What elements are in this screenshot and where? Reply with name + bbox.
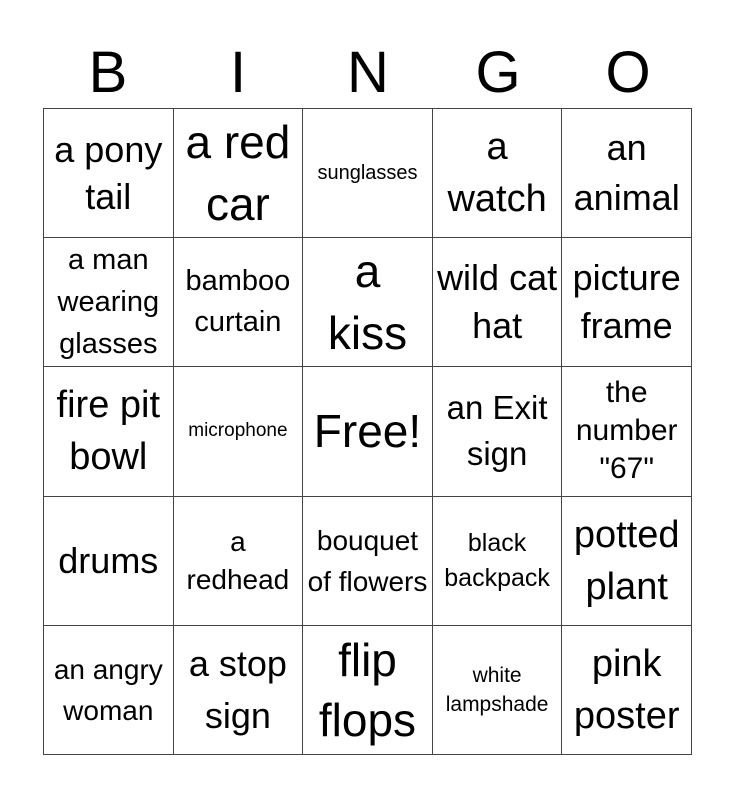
bingo-cell[interactable] (562, 238, 692, 367)
bingo-cell[interactable] (174, 367, 304, 496)
bingo-cell[interactable] (433, 626, 563, 755)
bingo-cell[interactable] (44, 109, 174, 238)
header-letter-b: B (88, 40, 128, 105)
bingo-cell[interactable] (303, 238, 433, 367)
cell-label: a man wearing glasses (57, 244, 160, 361)
header-letter-g: G (475, 40, 521, 105)
cell-label: an Exit sign (446, 389, 548, 473)
cell-label: a red car (185, 116, 291, 231)
cell-label: bamboo curtain (185, 265, 291, 339)
bingo-cell[interactable] (303, 626, 433, 755)
bingo-cell[interactable] (44, 367, 174, 496)
bingo-cell[interactable] (303, 109, 433, 238)
cell-label: the number "67" (575, 376, 678, 486)
bingo-cell[interactable] (303, 497, 433, 626)
bingo-cell[interactable] (562, 109, 692, 238)
bingo-cell[interactable] (433, 109, 563, 238)
bingo-cell[interactable] (44, 497, 174, 626)
header-letter-i: I (229, 40, 247, 105)
bingo-cell[interactable] (44, 626, 174, 755)
bingo-cell[interactable] (433, 367, 563, 496)
bingo-header (43, 40, 693, 106)
cell-label: pink poster (573, 642, 680, 737)
cell-label: an angry woman (53, 653, 163, 726)
header-letter-o: O (605, 40, 651, 105)
cell-label: a pony tail (54, 129, 163, 218)
cell-label: a redhead (186, 525, 290, 595)
bingo-cell[interactable] (174, 626, 304, 755)
bingo-cell[interactable] (562, 497, 692, 626)
bingo-cell[interactable] (433, 238, 563, 367)
cell-label: a watch (447, 126, 547, 221)
cell-label: drums (58, 539, 159, 581)
cell-label: potted plant (573, 513, 680, 608)
free-space-label: Free! (313, 405, 422, 458)
bingo-cell[interactable] (174, 497, 304, 626)
cell-label: an animal (573, 127, 680, 219)
bingo-grid (43, 108, 692, 755)
cell-label: wild cat hat (437, 257, 558, 347)
cell-label: a kiss (327, 245, 408, 360)
cell-label: fire pit bowl (56, 384, 161, 479)
cell-label: bouquet of flowers (307, 524, 428, 597)
cell-label: flip flops (318, 633, 417, 746)
cell-label: white lampshade (445, 663, 549, 716)
bingo-cell[interactable] (44, 238, 174, 367)
bingo-cell[interactable] (174, 109, 304, 238)
header-letter-n: N (347, 40, 389, 105)
bingo-cell[interactable] (433, 497, 563, 626)
cell-label: sunglasses (317, 162, 418, 185)
cell-label: black backpack (444, 528, 550, 592)
bingo-cell[interactable] (562, 626, 692, 755)
cell-label: picture frame (572, 257, 681, 347)
bingo-cell[interactable] (562, 367, 692, 496)
cell-label: a stop sign (188, 642, 287, 736)
bingo-cell[interactable] (303, 367, 433, 496)
bingo-cell[interactable] (174, 238, 304, 367)
cell-label: microphone (188, 420, 288, 442)
